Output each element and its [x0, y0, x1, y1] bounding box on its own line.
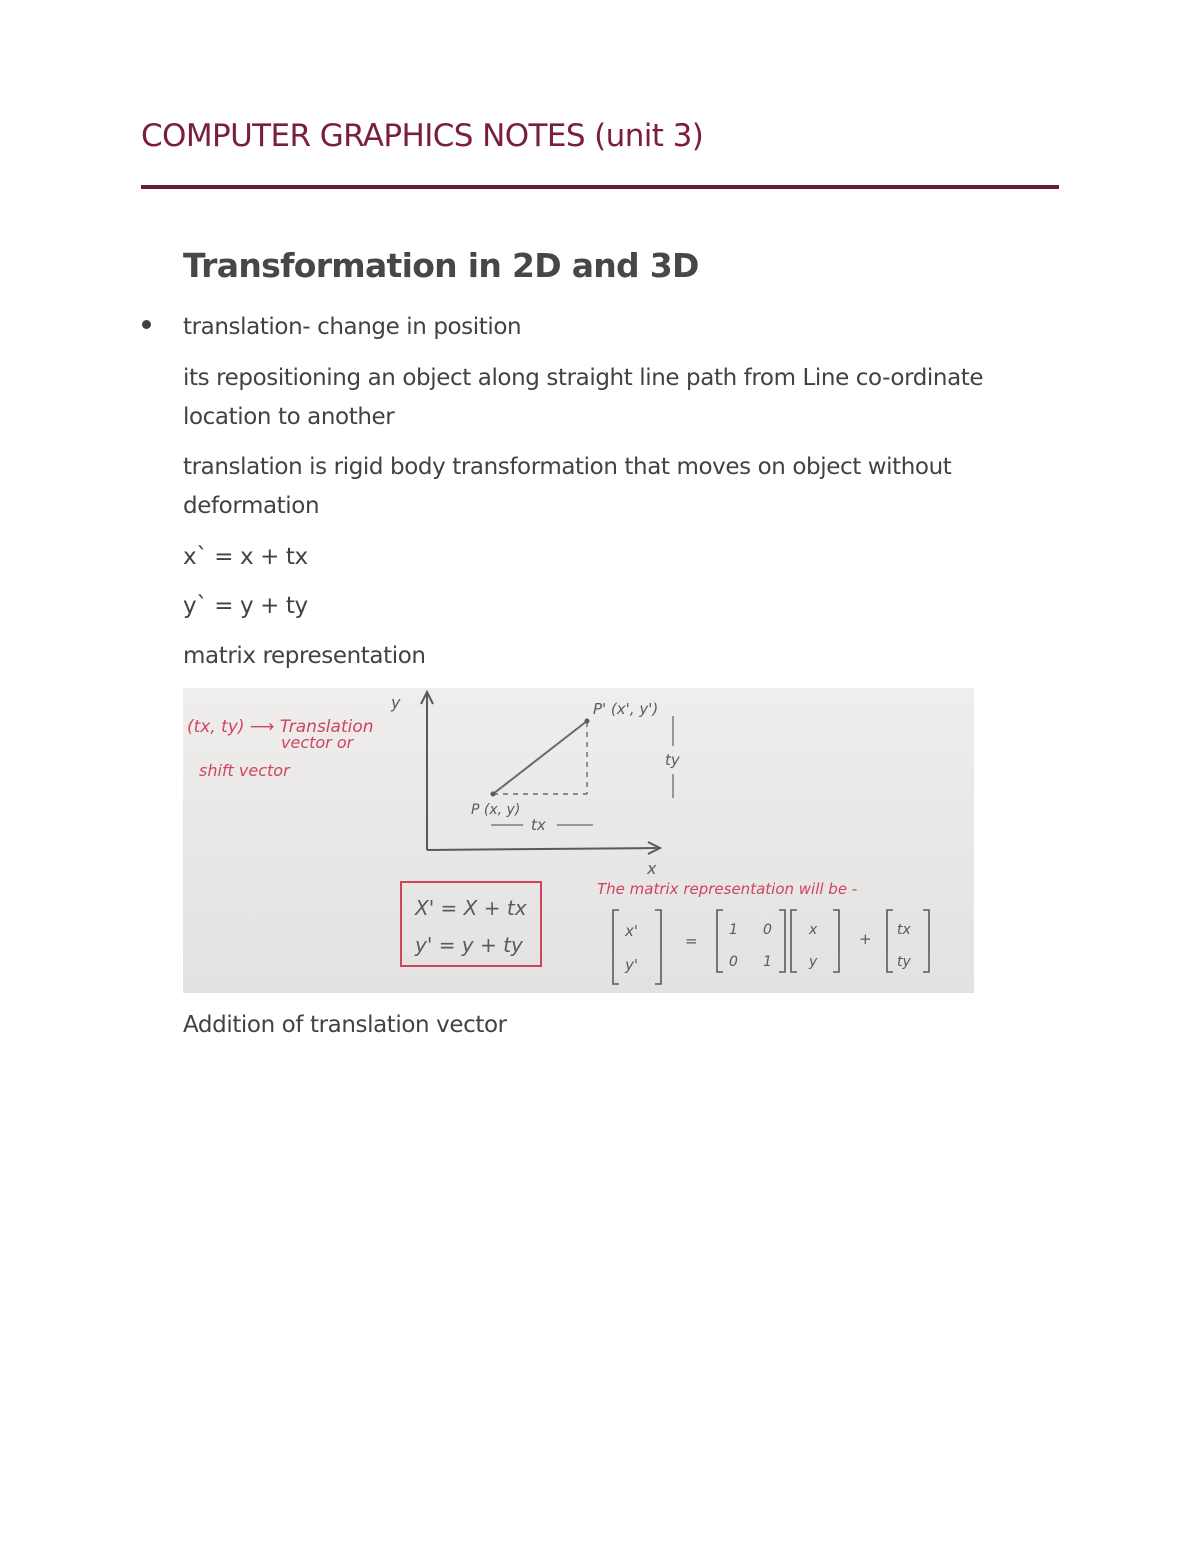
lhs-y-prime: y' [625, 956, 639, 974]
lhs-x-prime: x' [625, 922, 639, 940]
point-p-label: P (x, y) [471, 802, 521, 818]
paragraph-matrix-label: matrix representation [183, 643, 426, 669]
plus-sign: + [859, 930, 872, 948]
identity-bracket-right [779, 910, 785, 972]
box-equation-x: X' = X + tx [415, 896, 527, 920]
ty-label: ty [665, 751, 680, 769]
matrix-caption: The matrix representation will be - [597, 880, 858, 898]
title-underline-rule [141, 185, 1059, 189]
section-heading: Transformation in 2D and 3D [183, 246, 699, 285]
translation-diagram [183, 688, 974, 993]
vector-y: y [809, 954, 818, 970]
x-axis-line [427, 848, 658, 850]
paragraph-rigid-body: translation is rigid body transformation that moves on object without deformation [183, 454, 952, 519]
handwritten-notes-figure [183, 688, 974, 993]
bullet-icon [142, 320, 151, 329]
x-axis-label: x [647, 859, 657, 878]
t-bracket-left [887, 910, 893, 972]
vector-note-line3: shift vector [199, 761, 290, 780]
equals-sign: = [685, 932, 698, 950]
equation-x: x` = x + tx [183, 544, 308, 570]
equation-y: y` = y + ty [183, 593, 308, 619]
identity-a12: 0 [763, 922, 772, 938]
point-p-dot [491, 792, 496, 797]
vector-note-line1: (tx, ty) ⟶ Translation [187, 717, 374, 737]
translation-line [493, 721, 587, 794]
y-axis-label: y [391, 693, 401, 712]
vector-x: x [809, 922, 818, 938]
paragraph-addition: Addition of translation vector [183, 1012, 507, 1038]
identity-a21: 0 [729, 954, 738, 970]
box-equation-y: y' = y + ty [415, 933, 523, 957]
lhs-bracket-right [655, 910, 661, 984]
bullet-item-translation: translation- change in position [183, 314, 522, 340]
tx-label: tx [531, 816, 546, 834]
identity-a11: 1 [729, 922, 738, 938]
identity-bracket-left [717, 910, 723, 972]
lhs-bracket-left [613, 910, 619, 984]
vector-tx: tx [897, 922, 911, 938]
vector-ty: ty [897, 954, 911, 970]
vector-note-line2: vector or [281, 733, 354, 752]
t-bracket-right [923, 910, 929, 972]
xy-bracket-left [791, 910, 797, 972]
document-title: COMPUTER GRAPHICS NOTES (unit 3) [141, 118, 704, 154]
identity-a22: 1 [763, 954, 772, 970]
paragraph-definition: its repositioning an object along straight line path from Line co-ordinate location to another [183, 365, 984, 430]
point-p-prime-label: P' (x', y') [593, 700, 659, 718]
xy-bracket-right [833, 910, 839, 972]
point-p-prime-dot [585, 719, 590, 724]
